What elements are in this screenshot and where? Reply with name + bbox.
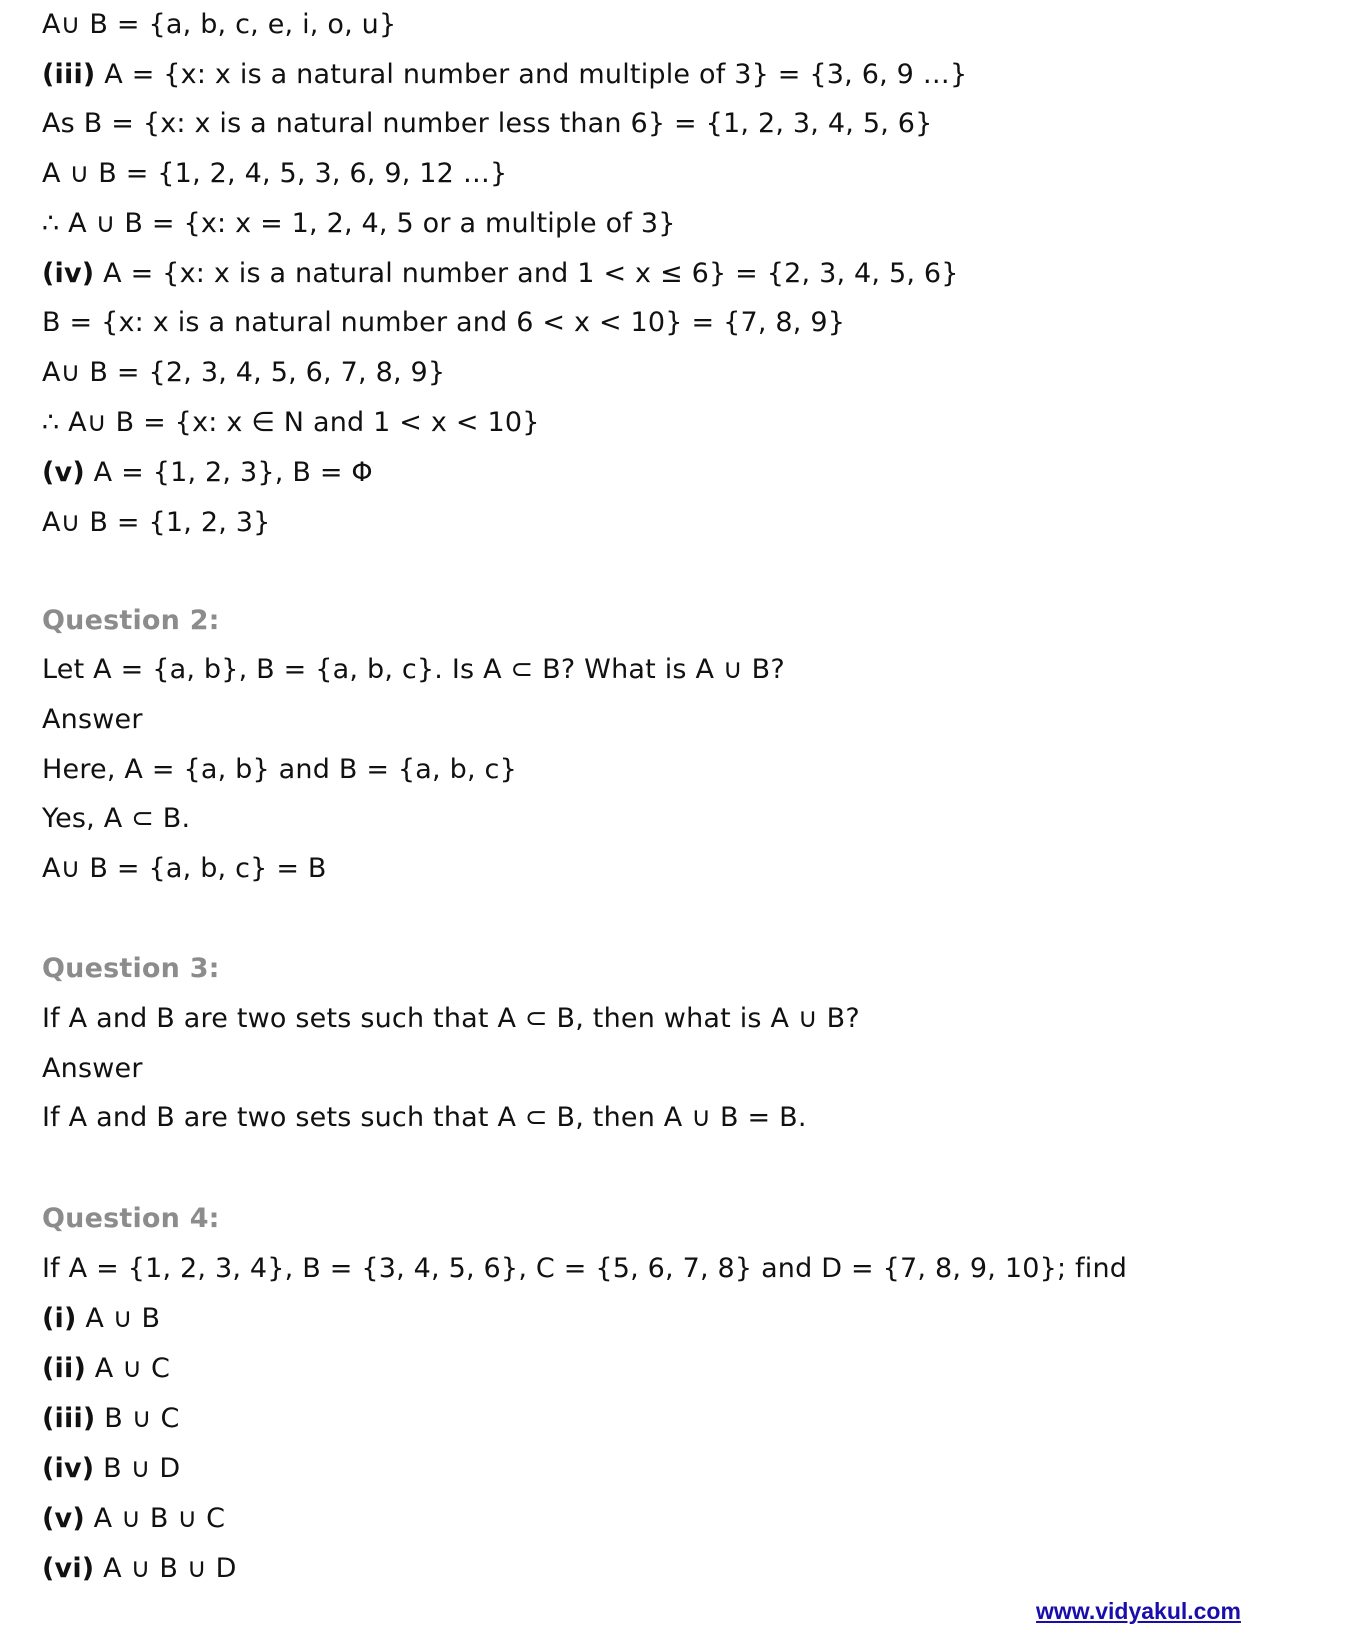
text-line (42, 8, 396, 42)
text-line (42, 406, 540, 440)
answer-label (42, 1052, 143, 1086)
question-heading: Question 4: (42, 1203, 220, 1234)
line-text: Here, A = {a, b} and B = {a, b, c} (42, 754, 517, 785)
question-heading: Question 3: (42, 953, 220, 984)
line-text: If A = {1, 2, 3, 4}, B = {3, 4, 5, 6}, C = {5, 6, 7, 8} and D = {7, 8, 9, 10}; find (42, 1253, 1128, 1284)
line-text: As B = {x: x is a natural number less than 6} = {1, 2, 3, 4, 5, 6} (42, 108, 933, 139)
text-line (42, 1502, 225, 1536)
line-text: If A and B are two sets such that A ⊂ B, then A ∪ B = B. (42, 1102, 807, 1133)
text-line (42, 58, 967, 92)
line-text: A ∪ C (86, 1353, 171, 1384)
line-text: B ∪ D (94, 1453, 181, 1484)
line-text: Yes, A ⊂ B. (42, 803, 191, 834)
part-label: (iii) (42, 59, 96, 90)
part-label: (ii) (42, 1353, 86, 1384)
line-text: A ∪ B (76, 1303, 161, 1334)
line-text: If A and B are two sets such that A ⊂ B, then what is A ∪ B? (42, 1003, 860, 1034)
line-text: A = {x: x is a natural number and multiple of 3} = {3, 6, 9 …} (95, 59, 968, 90)
text-line (42, 1352, 170, 1386)
line-text: A ∪ B ∪ D (94, 1553, 237, 1584)
text-line (42, 506, 271, 540)
question-text (42, 1002, 860, 1036)
website-link[interactable]: www.vidyakul.com (1036, 1598, 1241, 1624)
text-line (42, 157, 507, 191)
text-line (42, 1101, 807, 1135)
text-line (42, 802, 190, 836)
question-text (42, 1252, 1127, 1286)
part-label: (v) (42, 457, 85, 488)
line-text: ∴ A∪ B = {x: x ∈ N and 1 < x < 10} (42, 407, 540, 438)
question-heading: Question 2: (42, 605, 220, 636)
line-text: A∪ B = {2, 3, 4, 5, 6, 7, 8, 9} (42, 357, 446, 388)
line-text: A∪ B = {1, 2, 3} (42, 507, 271, 538)
text-line (42, 107, 933, 141)
part-label: (v) (42, 1503, 85, 1534)
text-line (42, 306, 845, 340)
line-text: Let A = {a, b}, B = {a, b, c}. Is A ⊂ B? What is A ∪ B? (42, 654, 785, 685)
line-text: A ∪ B = {1, 2, 4, 5, 3, 6, 9, 12 …} (42, 158, 508, 189)
line-text: B ∪ C (95, 1403, 180, 1434)
line-text: A = {x: x is a natural number and 1 < x ≤ 6} = {2, 3, 4, 5, 6} (94, 258, 959, 289)
text-line (42, 1302, 160, 1336)
text-line (42, 1552, 237, 1586)
line-text: A = {1, 2, 3}, B = Φ (84, 457, 373, 488)
part-label: (iii) (42, 1403, 96, 1434)
text-line (42, 356, 445, 390)
text-line (42, 1402, 180, 1436)
text-line (42, 753, 517, 787)
question-text (42, 653, 785, 687)
part-label: (i) (42, 1303, 77, 1334)
text-line (42, 207, 676, 241)
line-text: A∪ B = {a, b, c} = B (42, 853, 327, 884)
text-line (42, 1452, 180, 1486)
line-text: B = {x: x is a natural number and 6 < x < 10} = {7, 8, 9} (42, 307, 846, 338)
line-text: A ∪ B ∪ C (84, 1503, 226, 1534)
line-text: Answer (42, 704, 143, 735)
line-text: A∪ B = {a, b, c, e, i, o, u} (42, 9, 397, 40)
answer-label (42, 703, 143, 737)
text-line (42, 456, 373, 490)
part-label: (vi) (42, 1553, 95, 1584)
line-text: Answer (42, 1053, 143, 1084)
text-line (42, 257, 959, 291)
part-label: (iv) (42, 1453, 95, 1484)
text-line (42, 852, 327, 886)
part-label: (iv) (42, 258, 95, 289)
line-text: ∴ A ∪ B = {x: x = 1, 2, 4, 5 or a multiple of 3} (42, 208, 676, 239)
